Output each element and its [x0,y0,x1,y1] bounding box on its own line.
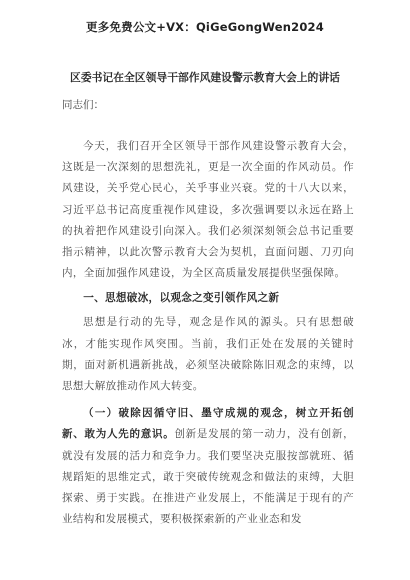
subsection-1-paragraph [62,403,354,530]
section-1-paragraph: 思想是行动的先导，观念是作风的源头。只有思想破冰，才能实现作风突围。当前，我们正处在发展的关键时期，面对新机遇新挑战，必须坚决破除陈旧观念的束缚，以思想大解放推动作风大转变。 [62,316,354,393]
subsection-1-lead: （一）破除因循守旧、墨守成规的观念，树立开拓创新、敢为人先的意识。 [62,407,354,441]
document-title: 区委书记在全区领导干部作风建设警示教育大会上的讲话 [70,71,340,84]
intro-paragraph: 今天，我们召开全区领导干部作风建设警示教育大会，这既是一次深刻的思想洗礼，更是一次全面的作风动员。作风建设，关乎党心民心，关乎事业兴衰。党的十八大以来，习近平总书记高度重视作风建设，多次强调要以永远在路上的执着把作风建设引向深入。我们必须深刻领会总书记重要指示精神，以此次警示教育大会为契机，直面问题、刀刃向内，全面加强作风建设，为全区高质量发展提供坚强保障。 [62,140,354,280]
subsection-1-body: 创新是发展的第一动力，没有创新，就没有发展的活力和竞争力。我们要坚决克服按部就班、循规蹈矩的思维定式，敢于突破传统观念和做法的束缚，大胆探索、勇于实践。在推进产业发展上，不能满足于现有的产业结构和发展模式，要积极探索新的产业业态和发 [62,428,354,526]
salutation: 同志们： [62,99,104,111]
page-header: 更多免费公文+VX：QiGeGongWen2024 [86,20,324,34]
document-body [62,95,354,533]
section-heading-1: 一、思想破冰，以观念之变引领作风之新 [83,292,280,305]
